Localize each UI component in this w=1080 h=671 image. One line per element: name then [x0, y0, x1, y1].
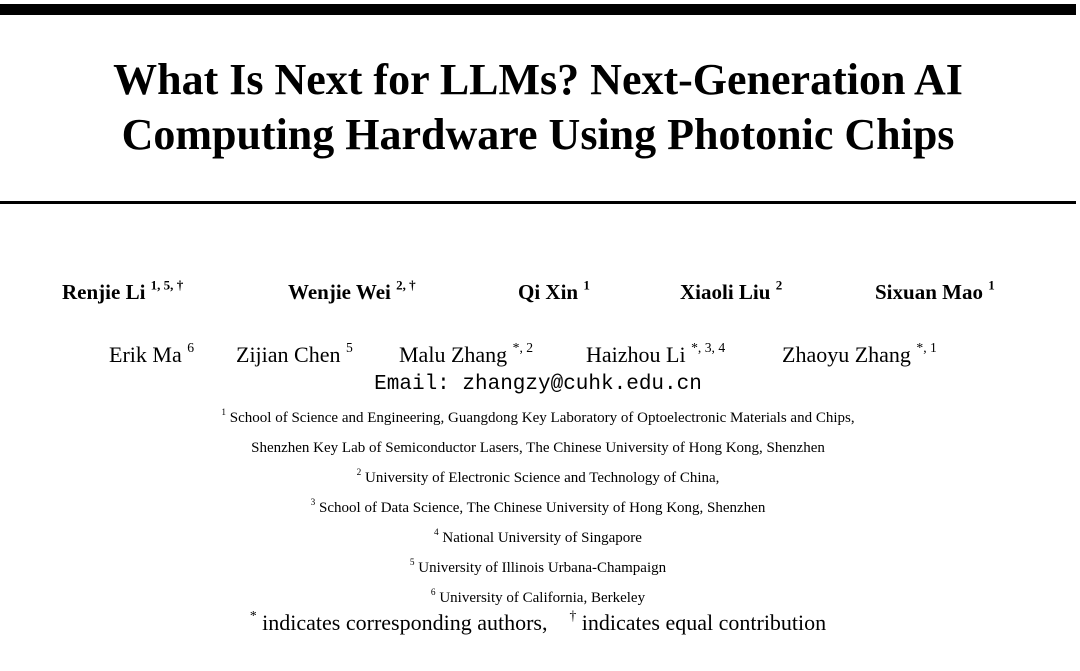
affiliation-text: School of Science and Engineering, Guangdong Key Laboratory of Optoelectronic Materials and Chips, — [229, 410, 855, 426]
affiliation-text: University of Illinois Urbana-Champaign — [418, 560, 667, 576]
contact-email: Email: zhangzy@cuhk.edu.cn — [374, 373, 702, 396]
author-affiliation-marks: 6 — [187, 339, 195, 355]
author — [288, 277, 416, 305]
author-name: Zhaoyu Zhang — [782, 342, 911, 367]
author — [62, 277, 184, 305]
author-affiliation-marks: *, 2 — [512, 339, 534, 355]
paper-title-line-2: Computing Hardware Using Photonic Chips — [121, 110, 955, 159]
author-affiliation-marks: *, 3, 4 — [691, 339, 726, 355]
author-name: Renjie Li — [62, 280, 146, 304]
author — [399, 339, 534, 368]
author-affiliation-marks: 2, † — [396, 277, 416, 293]
affiliation-text: University of California, Berkeley — [439, 590, 646, 606]
author-affiliation-marks: 1 — [988, 277, 995, 293]
author-name: Xiaoli Liu — [680, 280, 771, 304]
affiliation-text: National University of Singapore — [442, 530, 642, 546]
author-name: Sixuan Mao — [875, 280, 983, 304]
contribution-footnote — [0, 607, 1076, 636]
affiliation-mark: 5 — [409, 558, 415, 569]
affiliation-mark: 4 — [434, 528, 439, 539]
affiliation-mark: 3 — [310, 498, 316, 509]
author-affiliation-marks: 2 — [775, 277, 783, 293]
author-affiliation-marks: 1 — [583, 277, 590, 293]
author-name: Haizhou Li — [586, 342, 686, 367]
affiliation-mark: 2 — [356, 468, 362, 479]
affiliation-line — [0, 438, 1076, 458]
affiliation-mark: 6 — [430, 588, 436, 599]
equal-contribution-text: indicates equal contribution — [581, 610, 827, 635]
author-name: Zijian Chen — [236, 342, 341, 367]
author — [518, 277, 590, 305]
author-name: Qi Xin — [518, 280, 579, 304]
author — [236, 339, 353, 368]
equal-contribution-mark: † — [569, 607, 577, 623]
author-name: Wenjie Wei — [288, 280, 391, 304]
paper-title-line-1: What Is Next for LLMs? Next-Generation AI — [113, 55, 963, 104]
corresponding-text: indicates corresponding authors, — [262, 610, 548, 635]
author — [680, 277, 783, 305]
affiliation-line — [0, 408, 1076, 428]
affiliation-mark: 1 — [221, 408, 227, 419]
author-name: Malu Zhang — [399, 342, 508, 367]
affiliation-line — [0, 558, 1076, 578]
author-affiliation-marks: 5 — [345, 339, 353, 355]
author-affiliation-marks: 1, 5, † — [150, 277, 184, 293]
author — [875, 277, 995, 305]
author-affiliation-marks: *, 1 — [916, 339, 937, 355]
affiliation-line — [0, 468, 1076, 488]
affiliation-text: Shenzhen Key Lab of Semiconductor Lasers, The Chinese University of Hong Kong, Shenzhen — [251, 440, 825, 456]
affiliation-text: School of Data Science, The Chinese University of Hong Kong, Shenzhen — [319, 500, 766, 516]
affiliation-line — [0, 498, 1076, 518]
affiliation-line — [0, 588, 1076, 608]
affiliation-line — [0, 528, 1076, 548]
author — [109, 339, 195, 368]
author-name: Erik Ma — [109, 342, 182, 367]
author — [782, 339, 937, 368]
title-bottom-rule — [0, 201, 1076, 204]
top-rule — [0, 4, 1076, 15]
corresponding-mark: * — [249, 607, 257, 623]
affiliation-text: University of Electronic Science and Technology of China, — [365, 470, 720, 486]
author — [586, 339, 726, 368]
